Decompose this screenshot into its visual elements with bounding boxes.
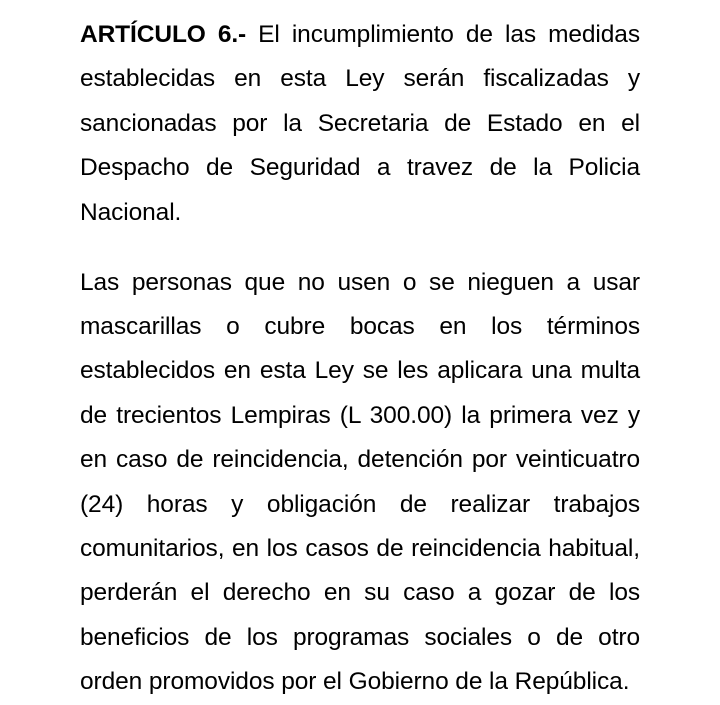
paragraph-sanciones (80, 261, 640, 705)
sanciones-body-text: Las personas que no usen o se nieguen a usar mascarillas o cubre bocas en los términos establecidos en esta Ley se les aplicara una multa de trecientos Lempiras (L 300.00) la primera vez y en caso de reincidencia, detención por veinticuatro (24) horas y obligación de realizar trabajos comunitarios, en los casos de reincidencia habitual, perderán el derecho en su caso a gozar de los beneficios de los programas sociales o de otro orden promovidos por el Gobierno de la República. (80, 268, 640, 696)
document-text-body (80, 0, 640, 705)
article-number-label: ARTÍCULO 6.- (80, 21, 247, 48)
article-6-body-text: El incumplimiento de las medidas establecidas en esta Ley serán fiscalizadas y sancionadas por la Secretaria de Estado en el Despacho de Seguridad a travez de la Policia Nacional. (80, 21, 640, 226)
paragraph-articulo-6 (80, 0, 640, 235)
